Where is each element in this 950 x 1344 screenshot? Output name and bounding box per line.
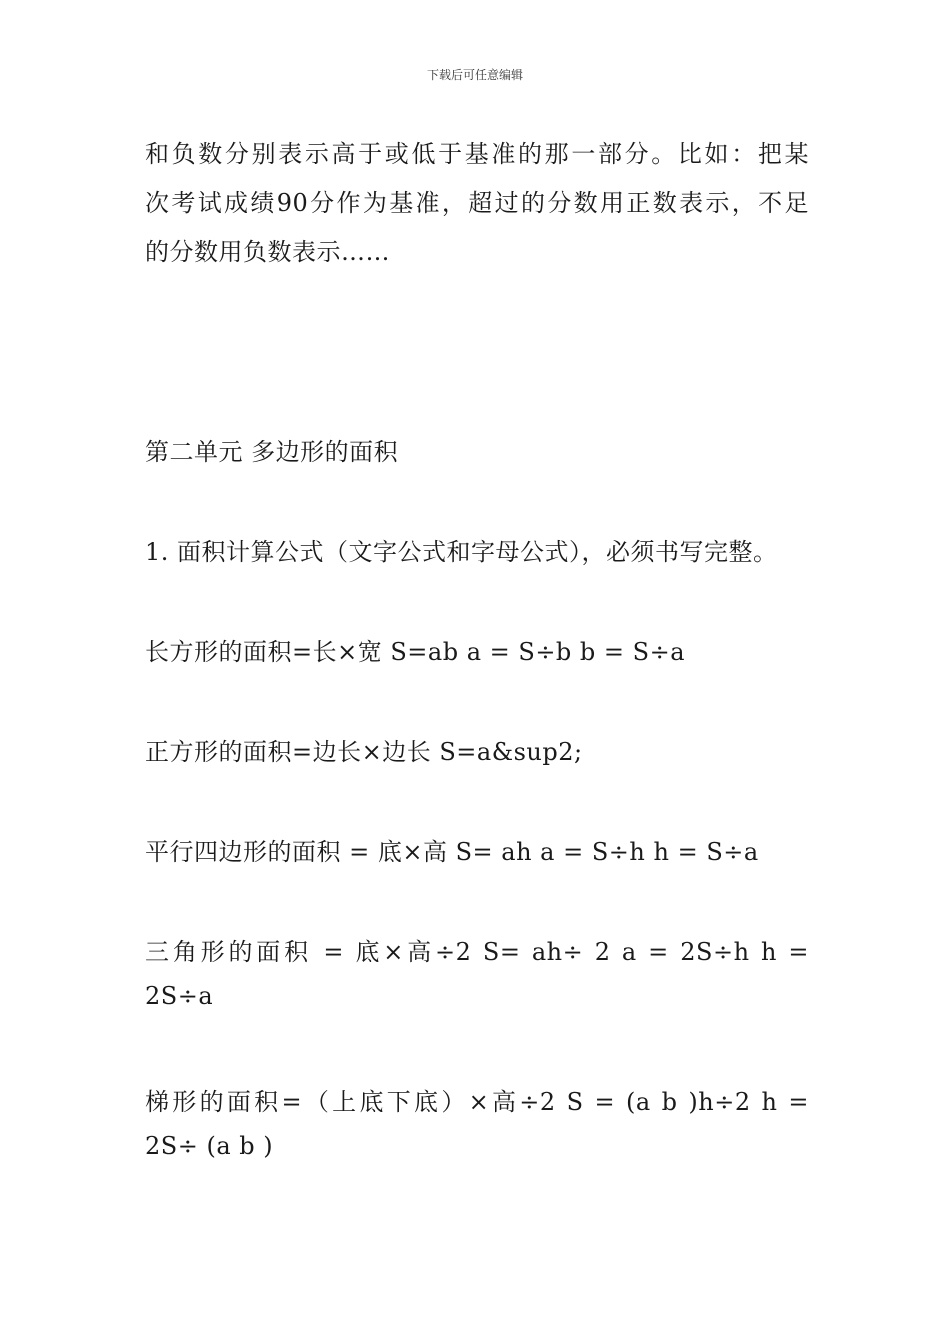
rectangle-formula: 长方形的面积=长×宽 S=ab a = S÷b b = S÷a	[145, 638, 686, 666]
intro-line-1: 和负数分别表示高于或低于基准的那一部分。比如：把某	[145, 140, 809, 168]
formula-intro-item: 1. 面积计算公式（文字公式和字母公式），必须书写完整。	[145, 538, 778, 566]
intro-line-3: 的分数用负数表示……	[145, 238, 390, 266]
triangle-formula-line-1: 三角形的面积 = 底×高÷2 S= ah÷ 2 a = 2S÷h h =	[145, 938, 809, 966]
trapezoid-formula-line-2: 2S÷ (a b )	[145, 1132, 274, 1160]
intro-line-2: 次考试成绩90分作为基准，超过的分数用正数表示，不足	[145, 189, 809, 217]
triangle-formula-line-2: 2S÷a	[145, 982, 214, 1010]
page-header: 下载后可任意编辑	[426, 68, 523, 82]
trapezoid-formula-line-1: 梯形的面积=（上底下底）×高÷2 S = (a b )h÷2 h =	[145, 1088, 809, 1116]
parallelogram-formula: 平行四边形的面积 = 底×高 S= ah a = S÷h h = S÷a	[145, 838, 759, 866]
square-formula: 正方形的面积=边长×边长 S=a&sup2;	[145, 738, 583, 766]
section-title: 第二单元 多边形的面积	[145, 438, 399, 466]
